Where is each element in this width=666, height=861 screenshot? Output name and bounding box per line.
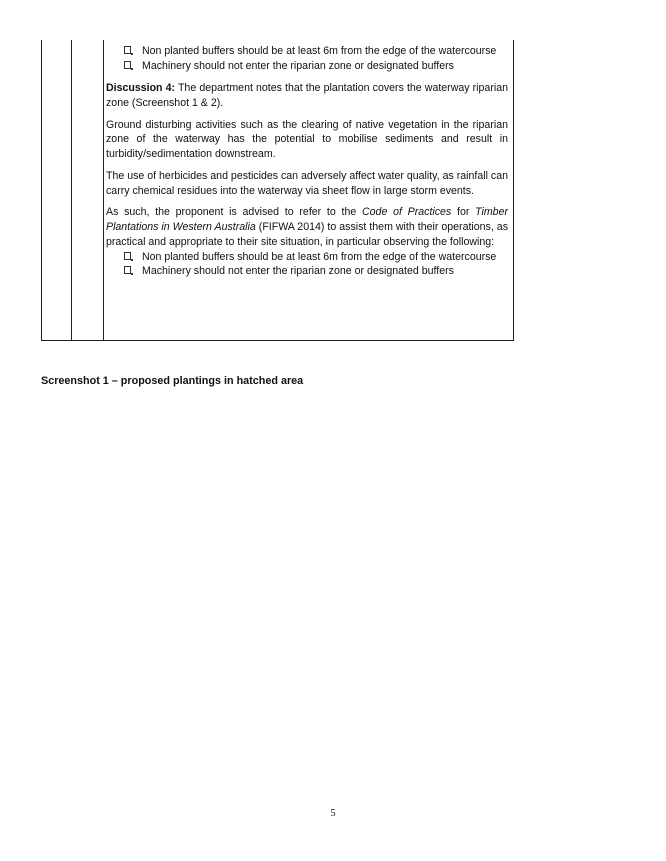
checkbox-bullet-icon [124,252,131,260]
discussion-cell [106,44,508,279]
table-column-divider [103,40,104,340]
list-item: Machinery should not enter the riparian zone or designated buffers [124,59,508,74]
buffer-requirements-list [106,250,508,279]
table-column-divider [71,40,72,340]
list-item: Non planted buffers should be at least 6m from the edge of the watercourse [124,44,508,59]
advice-paragraph: As such, the proponent is advised to refer to the Code of Practices for Timber Plantations in Western Australia (FIFWA 2014) to assist them with their operations, as practical and appropriate to their site situation, in particular observing the following: [106,206,508,248]
list-item: Non planted buffers should be at least 6m from the edge of the watercourse [124,250,508,265]
checkbox-bullet-icon [124,266,131,274]
herbicides-paragraph: The use of herbicides and pesticides can adversely affect water quality, as rainfall can carry chemical residues into the waterway via sheet flow in large storm events. [106,169,508,197]
list-item: Machinery should not enter the riparian zone or designated buffers [124,264,508,279]
assessment-table [41,40,514,341]
checkbox-bullet-icon [124,61,131,69]
buffer-requirements-list [106,44,508,73]
ground-disturbance-paragraph: Ground disturbing activities such as the clearing of native vegetation in the riparian zone of the waterway has the potential to mobilise sediments and result in turbidity/sedimentation downstream. [106,118,508,160]
discussion-paragraph: Discussion 4: The department notes that the plantation covers the waterway riparian zone (Screenshot 1 & 2). [106,81,508,109]
checkbox-bullet-icon [124,46,131,54]
screenshot-caption: Screenshot 1 – proposed plantings in hatched area [41,375,304,387]
page-number: 5 [330,808,336,819]
discussion-label: Discussion 4: [106,81,176,94]
